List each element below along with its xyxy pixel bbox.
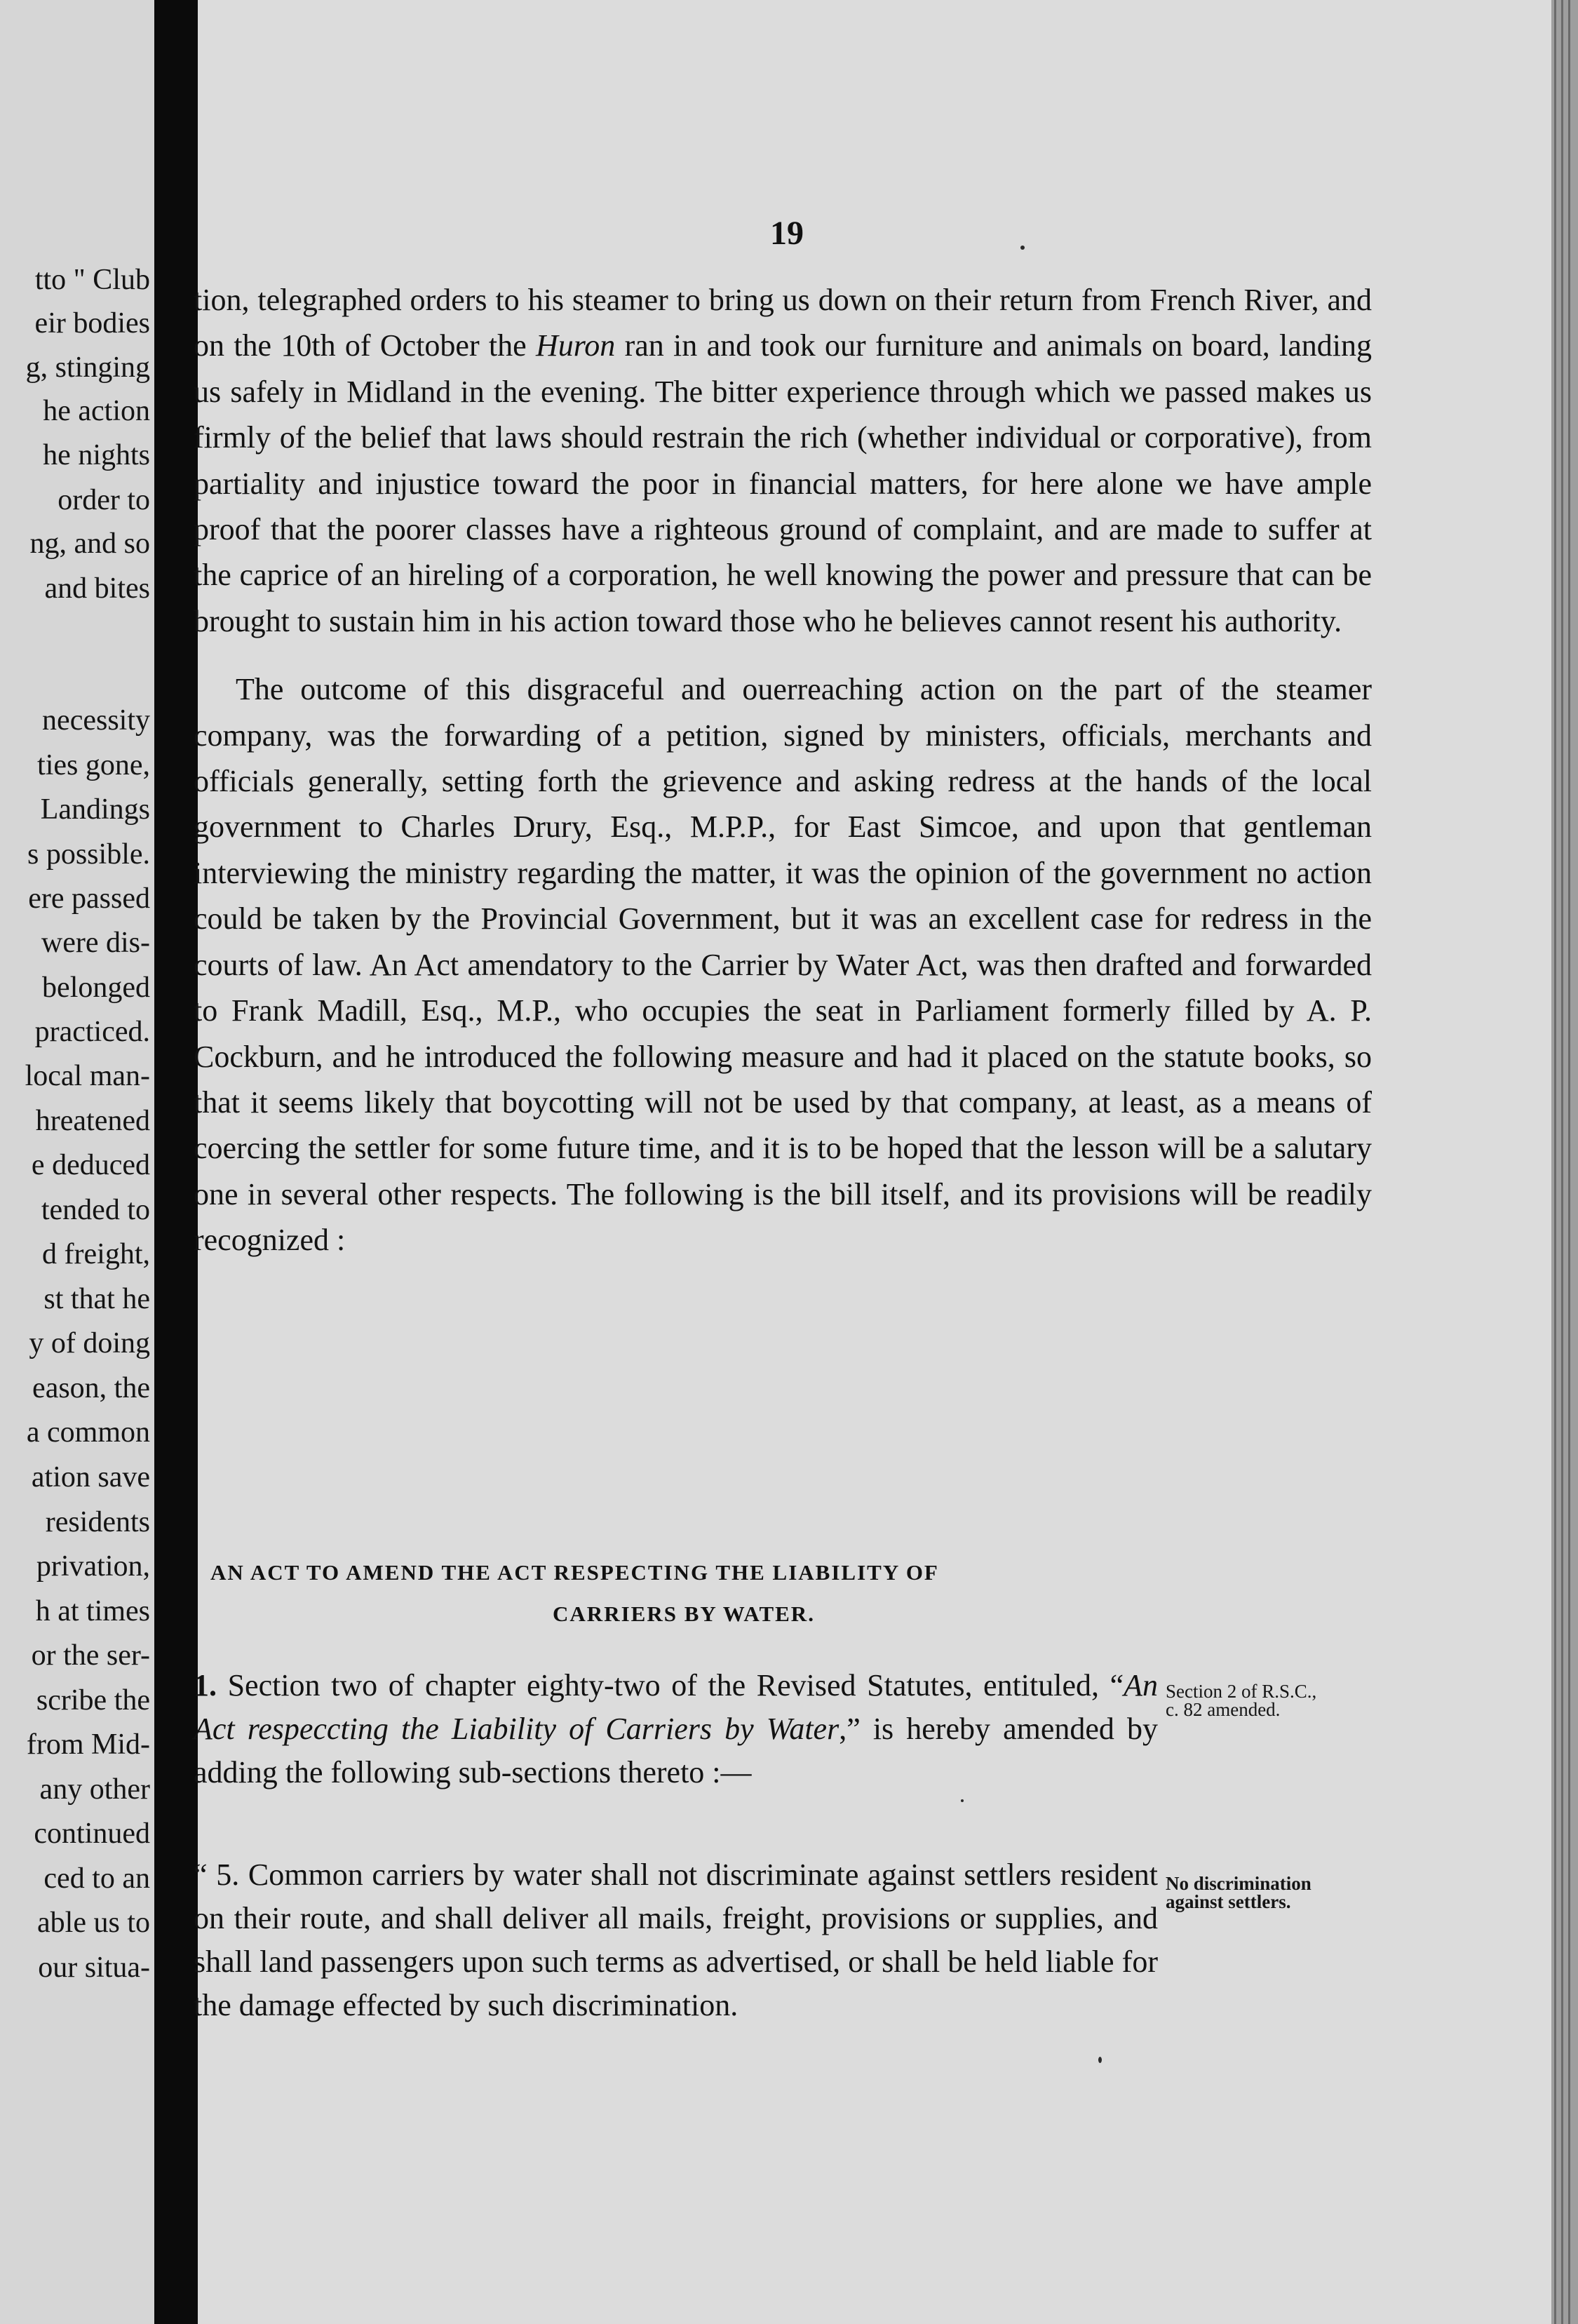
facing-page-line: ties gone, — [37, 749, 150, 781]
facing-page-line: scribe the — [36, 1684, 150, 1717]
facing-page-line: ation save — [31, 1461, 150, 1493]
paragraph-2: The outcome of this disgraceful and ouerreaching action on the part of the steamer company, was the forwarding of a petition, signed by ministers, officials, merchants and officials generally, setting forth the grievence and asking redress at the hands of the local government to Charles Drury, Esq., M.P.P., for East Simcoe, and upon that gentleman interviewing the ministry regarding the matter, it was the opinion of the government no action could be taken by the Provincial Government, but it was an excellent case for redress in the courts of law. An Act amendatory to the Carrier by Water Act, was then drafted and forwarded to Frank Madill, Esq., M.P., who occupies the seat in Parliament formerly filled by A. P. Cockburn, and he introduced the following measure and had it placed on the statute books, so that it seems likely that boycotting will not be used by that company, at least, as a means of coercing the settler for some future time, and it is to be hoped that the lesson will be a salutary one in several other respects. The following is the bill itself, and its provisions will be readily recognized : — [194, 672, 1372, 1258]
facing-page-line: ng, and so — [29, 528, 150, 560]
facing-page-line: privation, — [36, 1550, 150, 1583]
margin-note-section-2: Section 2 of R.S.C., c. 82 amended. — [1166, 1681, 1317, 1720]
act-title — [210, 1561, 1157, 1625]
facing-page-line: continued — [34, 1818, 150, 1850]
act-section-1 — [194, 1664, 1158, 1794]
facing-page-line: necessity — [42, 704, 150, 737]
facing-page-line: s possible. — [27, 838, 150, 871]
facing-page-line: were dis- — [41, 927, 150, 959]
act-title-line-2: CARRIERS BY WATER. — [553, 1601, 815, 1626]
section-number: 1. — [194, 1668, 217, 1702]
facing-page-line: tended to — [41, 1194, 150, 1226]
facing-page-line: practiced. — [34, 1016, 150, 1048]
page-number: 19 — [770, 215, 804, 252]
scan-speck — [961, 1799, 964, 1802]
facing-page-line: he action — [43, 395, 150, 427]
facing-page-line: order to — [58, 484, 150, 516]
facing-page-line: able us to — [37, 1907, 150, 1939]
page-edge — [1551, 0, 1578, 2324]
facing-page-line: belonged — [42, 972, 150, 1004]
facing-page-line: ced to an — [43, 1862, 150, 1895]
facing-page-line: ere passed — [28, 882, 150, 915]
section-1-text-b: ,” is hereby amended by adding the following sub-sections thereto :— — [194, 1712, 1158, 1789]
facing-page-line: eir bodies — [34, 307, 150, 340]
facing-page-line: tto " Club — [34, 264, 150, 296]
body-text — [194, 277, 1372, 1263]
facing-page-line: st that he — [43, 1283, 150, 1315]
facing-page-line: d freight, — [42, 1238, 150, 1270]
margin-note-no-discrimination: No discrimination against settlers. — [1166, 1873, 1311, 1912]
facing-page-line: local man- — [25, 1060, 150, 1092]
facing-page-line: h at times — [35, 1595, 150, 1627]
facing-page-line: from Mid- — [26, 1728, 150, 1761]
act-title-line-1: AN ACT TO AMEND THE ACT RESPECTING THE LIABILITY OF — [210, 1560, 939, 1585]
section-1-text-a: Section two of chapter eighty-two of the Revised Statutes, entituled, “ — [217, 1668, 1124, 1702]
facing-page-line: our situa- — [38, 1952, 150, 1984]
ship-name: Huron — [535, 328, 616, 363]
facing-page-line: Landings — [40, 793, 150, 826]
facing-page-line: any other — [39, 1773, 150, 1806]
facing-page-fragment — [0, 0, 154, 2324]
paragraph-1: tion, telegraphed orders to his steamer to bring us down on their return from French River, and on the 10th of October the Huron ran in and took our furniture and animals on board, landing us safely in Midland in the evening. The bitter experience through which we passed makes us firmly of the belief that laws should restrain the rich (whether individual or corporative), from partiality and injustice toward the poor in financial matters, for here alone we have ample proof that the poorer classes have a righteous ground of complaint, and are made to suffer at the caprice of an hireling of a corporation, he well knowing the power and pressure that can be brought to sustain him in his action toward those who he believes cannot resent his authority. — [194, 283, 1372, 638]
facing-page-line: e deduced — [31, 1149, 150, 1181]
facing-page-line: and bites — [44, 572, 150, 605]
facing-page-line: or the ser- — [31, 1639, 150, 1672]
scan-speck — [1020, 246, 1025, 250]
facing-page-line: y of doing — [29, 1327, 150, 1359]
facing-page-line: a common — [26, 1416, 150, 1449]
book-gutter — [154, 0, 198, 2324]
act-subsection-5: “ 5. Common carriers by water shall not discriminate against settlers resident on their route, and shall deliver all mails, freight, provisions or supplies, and shall land passengers upon such terms as advertised, or shall be held liable for the damage effected by such discrimination. — [194, 1858, 1158, 2022]
facing-page-line: he nights — [43, 439, 150, 471]
section-1-act-name: An Act respeccting the Liability of Carriers by Water — [194, 1668, 1158, 1746]
facing-page-line: residents — [45, 1506, 150, 1538]
facing-page-line: eason, the — [32, 1372, 150, 1404]
scan-speck — [1098, 2057, 1102, 2063]
facing-page-line: g, stinging — [25, 351, 150, 384]
facing-page-line: hreatened — [35, 1105, 150, 1137]
